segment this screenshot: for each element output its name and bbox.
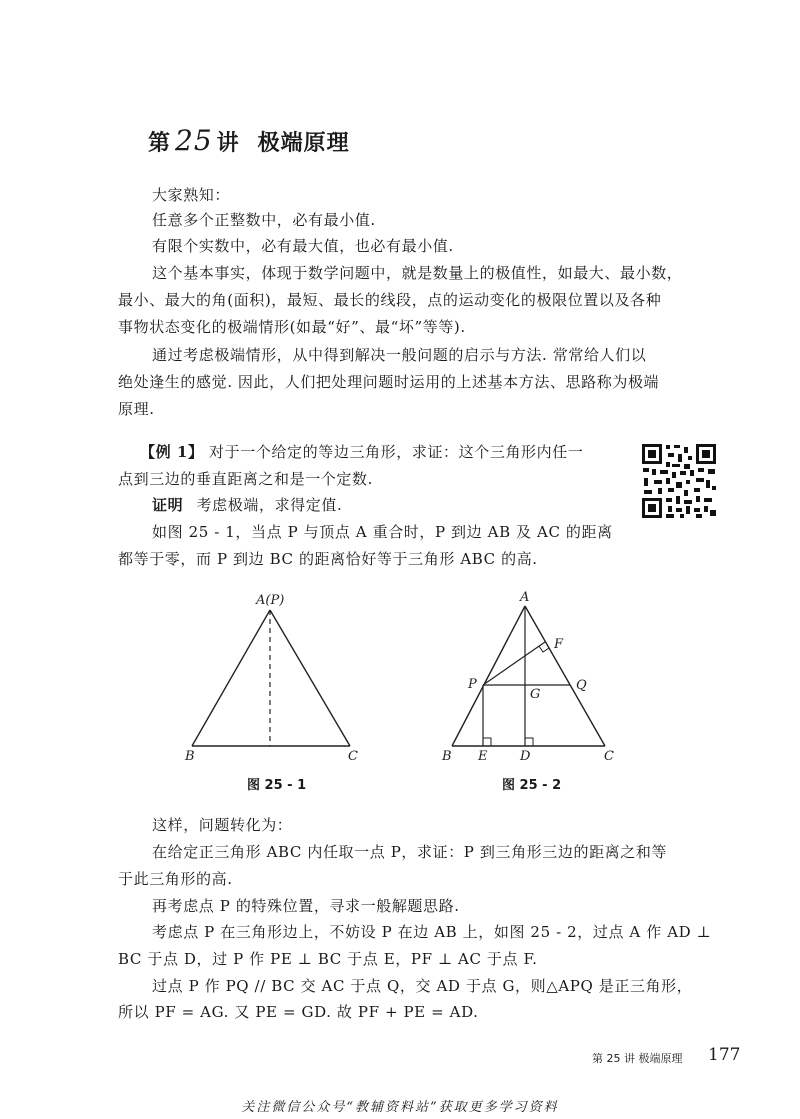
example-label: 【例 1】: [140, 443, 204, 461]
intro-line-4: 这个基本事实，体现于数学问题中，就是数量上的极值性，如最大、最小数，: [152, 264, 683, 282]
figure-25-1: [180, 588, 370, 778]
figure-25-2-caption: 图 25 - 2: [502, 778, 562, 793]
chapter-number: 25: [175, 124, 213, 157]
body-line-2: 在给定正三角形 ABC 内任取一点 P，求证：P 到三角形三边的距离之和等: [152, 843, 668, 861]
intro-line-2: 任意多个正整数中，必有最小值.: [152, 211, 376, 229]
chapter-title: [148, 124, 350, 157]
fig1-label-c: C: [348, 749, 358, 764]
body-line-4: 再考虑点 P 的特殊位置，寻求一般解题思路.: [152, 897, 460, 915]
intro-line-3: 有限个实数中，必有最大值，也必有最小值.: [152, 237, 454, 255]
intro-line-5: 最小、最大的角(面积)，最短、最长的线段，点的运动变化的极限位置以及各种: [118, 291, 662, 309]
proof-line: [152, 490, 342, 520]
proof-text: 考虑极端，求得定值.: [196, 496, 343, 514]
fig2-right-angle-e: [483, 738, 491, 746]
intro-line-6: 事物状态变化的极端情形(如最“好”、最“坏”等等).: [118, 318, 466, 336]
page-number: 177: [708, 1045, 741, 1065]
fig2-label-g: G: [530, 687, 541, 702]
figure-25-2: [430, 588, 630, 778]
example-line-3: 如图 25 - 1，当点 P 与顶点 A 重合时，P 到边 AB 及 AC 的距离: [152, 523, 613, 541]
fig2-label-q: Q: [576, 678, 587, 693]
footer-banner: 关注微信公众号“教辅资料站”获取更多学习资料: [241, 1100, 559, 1115]
fig1-side-ac: [270, 610, 350, 746]
proof-label: 证明: [152, 496, 184, 514]
fig2-label-p: P: [468, 677, 477, 692]
fig2-side-ab: [452, 606, 525, 746]
example-line-1: [140, 437, 583, 467]
body-line-1: 这样，问题转化为：: [152, 816, 293, 834]
example-line-4: 都等于零，而 P 到边 BC 的距离恰好等于三角形 ABC 的高.: [118, 550, 538, 568]
fig2-segment-pf: [483, 642, 545, 685]
body-line-7: 过点 P 作 PQ // BC 交 AC 于点 Q，交 AD 于点 G，则△APQ 是正三角形，: [152, 977, 693, 995]
intro-line-1: 大家熟知：: [152, 186, 231, 204]
intro-line-7: 通过考虑极端情形，从中得到解决一般问题的启示与方法. 常常给人们以: [152, 346, 647, 364]
body-line-5: 考虑点 P 在三角形边上，不妨设 P 在边 AB 上，如图 25 - 2，过点 A 作 AD ⊥: [152, 923, 712, 941]
chapter-prefix: 第: [148, 130, 172, 156]
chapter-suffix: 讲: [216, 130, 240, 156]
fig2-label-c: C: [604, 749, 614, 764]
qr-code-icon: [640, 442, 718, 520]
example-line-2: 点到三边的垂直距离之和是一个定数.: [118, 470, 373, 488]
body-line-6: BC 于点 D，过 P 作 PE ⊥ BC 于点 E，PF ⊥ AC 于点 F.: [118, 950, 538, 968]
fig2-right-angle-f: [539, 646, 549, 652]
fig1-side-ab: [192, 610, 270, 746]
fig2-label-b: B: [442, 749, 452, 764]
fig2-right-angle-d: [525, 738, 533, 746]
figure-25-1-caption: 图 25 - 1: [247, 778, 307, 793]
intro-line-8: 绝处逢生的感觉. 因此，人们把处理问题时运用的上述基本方法、思路称为极端: [118, 373, 660, 391]
body-line-8: 所以 PF = AG. 又 PE = GD. 故 PF + PE = AD.: [118, 1003, 479, 1021]
fig2-label-f: F: [554, 637, 564, 652]
fig2-label-d: D: [520, 749, 531, 764]
fig1-label-apex: A(P): [256, 593, 285, 608]
fig2-label-a: A: [520, 590, 530, 605]
body-line-3: 于此三角形的高.: [118, 870, 233, 888]
chapter-name: 极端原理: [257, 130, 350, 156]
fig2-label-e: E: [478, 749, 488, 764]
fig2-side-ac: [525, 606, 605, 746]
intro-line-9: 原理.: [118, 400, 155, 418]
fig1-label-b: B: [185, 749, 195, 764]
footer-chapter-label: 第 25 讲 极端原理: [592, 1052, 683, 1065]
example-text-1: 对于一个给定的等边三角形，求证：这个三角形内任一: [209, 443, 584, 461]
